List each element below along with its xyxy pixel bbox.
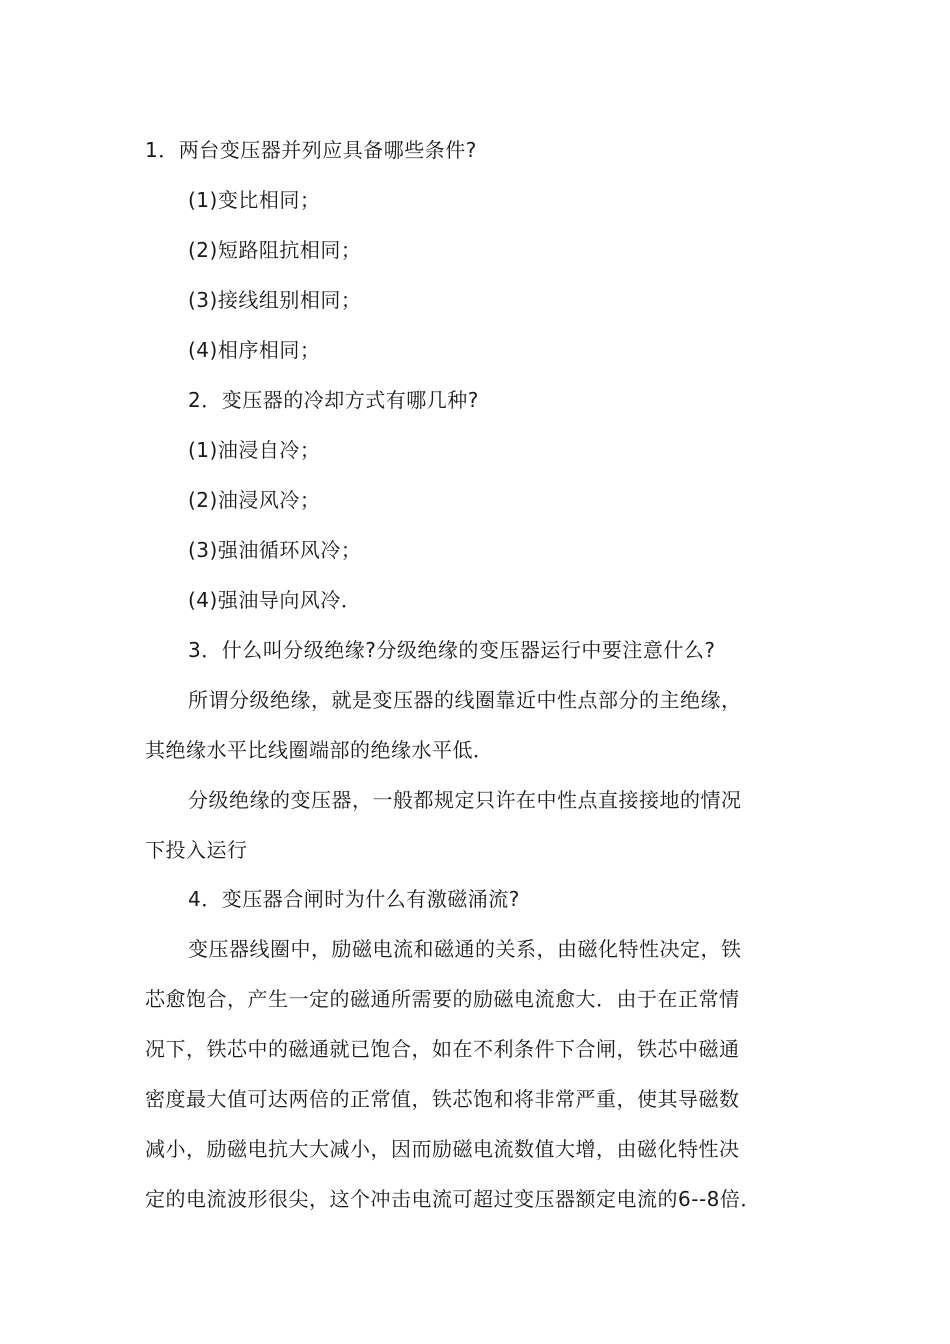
answer-4-line-4: 密度最大值可达两倍的正常值，铁芯饱和将非常严重，使其导磁数 xyxy=(145,1087,740,1111)
answer-2-item-2: (2)油浸风冷； xyxy=(188,488,321,512)
answer-1-item-2: (2)短路阻抗相同； xyxy=(188,238,362,262)
answer-4-line-5: 减小，励磁电抗大大减小，因而励磁电流数值大增，由磁化特性决 xyxy=(145,1137,740,1161)
answer-2-item-4: (4)强油导向风冷． xyxy=(188,588,362,612)
answer-1-item-4: (4)相序相同； xyxy=(188,338,321,362)
question-3-heading: 3．什么叫分级绝缘?分级绝缘的变压器运行中要注意什么? xyxy=(188,638,716,662)
answer-2-item-3: (3)强油循环风冷； xyxy=(188,538,362,562)
answer-3-paragraph-1-line-1: 所谓分级绝缘，就是变压器的线圈靠近中性点部分的主绝缘， xyxy=(188,688,742,712)
answer-3-paragraph-2-line-2: 下投入运行 xyxy=(145,838,248,862)
answer-1-item-1: (1)变比相同； xyxy=(188,188,321,212)
question-2-heading: 2．变压器的冷却方式有哪几种? xyxy=(188,388,479,412)
answer-2-item-1: (1)油浸自冷； xyxy=(188,438,321,462)
answer-4-line-1: 变压器线圈中，励磁电流和磁通的关系，由磁化特性决定，铁 xyxy=(188,937,742,961)
answer-4-line-2: 芯愈饱合，产生一定的磁通所需要的励磁电流愈大．由于在正常情 xyxy=(145,987,740,1011)
answer-1-item-3: (3)接线组别相同； xyxy=(188,288,362,312)
answer-3-paragraph-1-line-2: 其绝缘水平比线圈端部的绝缘水平低． xyxy=(145,738,494,762)
question-4-heading: 4．变压器合闸时为什么有激磁涌流? xyxy=(188,887,520,911)
answer-4-line-6: 定的电流波形很尖，这个冲击电流可超过变压器额定电流的6--8倍． xyxy=(145,1187,761,1211)
question-1-heading: 1．两台变压器并列应具备哪些条件? xyxy=(145,138,477,162)
answer-4-line-3: 况下，铁芯中的磁通就已饱合，如在不利条件下合闸，铁芯中磁通 xyxy=(145,1037,740,1061)
answer-3-paragraph-2-line-1: 分级绝缘的变压器，一般都规定只许在中性点直接接地的情况 xyxy=(188,788,742,812)
